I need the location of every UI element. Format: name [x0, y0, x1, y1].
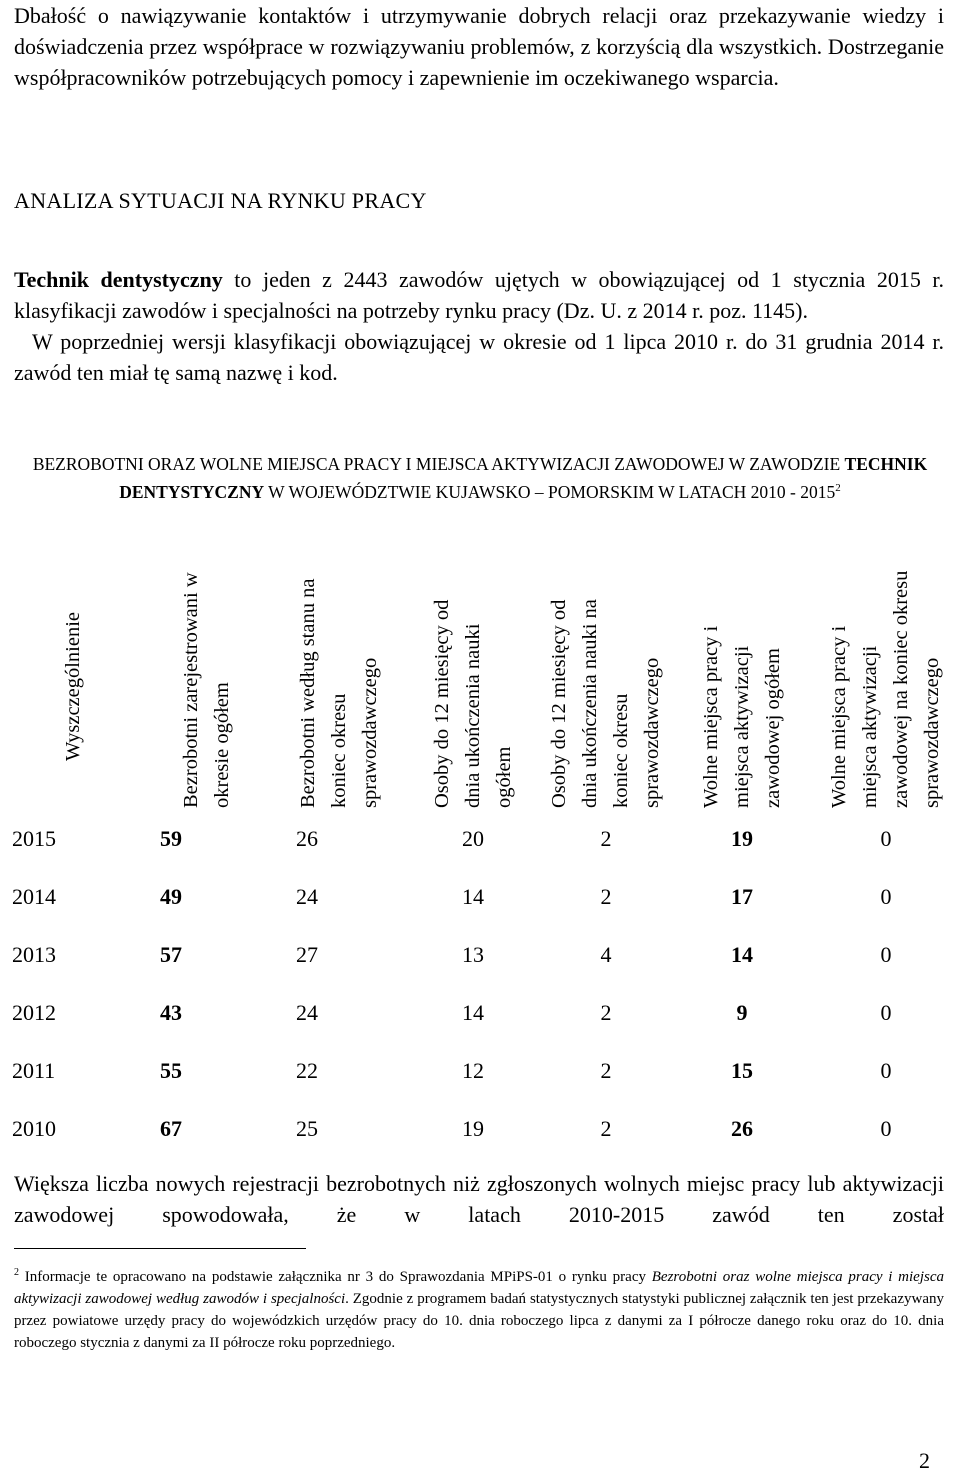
table-cell: 20 [462, 826, 484, 851]
table-title-part-1: BEZROBOTNI ORAZ WOLNE MIEJSCA PRACY I MIEJSCA AKTYWIZACJI ZAWODOWEJ W ZAWODZIE [32, 454, 845, 474]
column-header: Bezrobotni według stanu na koniec okresu sprawozdawczego [296, 578, 381, 808]
table-title-part-2: W WOJEWÓDZTWIE KUJAWSKO – POMORSKIM W LATACH 2010 - 2015 [264, 481, 836, 502]
table-row [4, 1100, 960, 1158]
table-cell: 13 [462, 942, 484, 967]
table-cell: 57 [160, 942, 182, 967]
table-row [4, 926, 960, 984]
table-cell: 0 [880, 1058, 892, 1083]
table-cell: 14 [462, 1000, 484, 1025]
table-cell: 25 [296, 1116, 318, 1141]
column-header: Wyszczególnienie [61, 611, 84, 761]
table-title [20, 452, 940, 504]
table-cell: 2 [600, 1000, 612, 1025]
table-cell: 17 [731, 884, 753, 909]
footnote-number: 2 [14, 1267, 19, 1278]
description-paragraph-1 [14, 264, 944, 326]
table-cell: 2010 [12, 1116, 56, 1141]
table-cell: 24 [296, 1000, 318, 1025]
table-cell: 2014 [12, 884, 56, 909]
table-cell: 2 [600, 884, 612, 909]
footnote-text-2: . Zgodnie z programem badań statystycznych statystyki publicznej załącznik ten jest przekazywany przez powiatowe urzędy pracy do wojewódzkich urzędów pracy do 10. dnia roboczego lipca z danymi za I półrocze danego roku oraz do 10. dnia roboczego stycznia z danymi za II półrocze roku poprzedniego. [14, 1291, 944, 1351]
intro-paragraph: Dbałość o nawiązywanie kontaktów i utrzymywanie dobrych relacji oraz przekazywanie wiedzy i doświadczenia przez współprace w rozwiązywaniu problemów, z korzyścią dla wszystkich. Dostrzeganie współpracowników potrzebujących pomocy i zapewnienie im oczekiwanego wsparcia. [14, 3, 944, 90]
table-row [4, 810, 960, 868]
table-cell: 14 [462, 884, 484, 909]
footnote-report-title: Bezrobotni oraz wolne miejsca pracy i miejsca aktywizacji zawodowej według zawodów i specjalności [14, 1269, 944, 1307]
description-text-1: to jeden z 2443 zawodów ujętych w obowiązującej od 1 stycznia 2015 r. klasyfikacji zawodów i specjalności na potrzeby rynku pracy (Dz. U. z 2014 r. poz. 1145). [14, 267, 944, 323]
table-cell: 2 [600, 1058, 612, 1083]
table-cell: 9 [736, 1000, 748, 1025]
table-cell: 0 [880, 942, 892, 967]
footnote-ref: 2 [835, 482, 841, 494]
table-row [4, 984, 960, 1042]
table-title-occupation: TECHNIK DENTYSTYCZNY [119, 454, 928, 502]
footnote [14, 1262, 944, 1354]
summary-paragraph: Większa liczba nowych rejestracji bezrobotnych niż zgłoszonych wolnych miejsc pracy lub aktywizacji zawodowej spowodowała, że w latach 2010-2015 zawód ten został [14, 1171, 944, 1227]
table-cell: 14 [731, 942, 753, 967]
table-cell: 19 [462, 1116, 484, 1141]
table-cell: 49 [160, 884, 182, 909]
table-cell: 2013 [12, 942, 56, 967]
table-cell: 4 [600, 942, 612, 967]
table-cell: 43 [160, 1000, 182, 1025]
table-cell: 59 [160, 826, 182, 851]
table-cell: 2 [600, 826, 612, 851]
table-row [4, 1042, 960, 1100]
table-cell: 26 [296, 826, 318, 851]
statistics-table [4, 562, 960, 1158]
page-number: 2 [919, 1448, 930, 1473]
table-cell: 55 [160, 1058, 182, 1083]
table-cell: 12 [462, 1058, 484, 1083]
column-header: Bezrobotni zarejestrowani w okresie ogółem [180, 572, 233, 808]
description-paragraph-2: W poprzedniej wersji klasyfikacji obowiązującej w okresie od 1 lipca 2010 r. do 31 grudnia 2014 r. zawód ten miał tę samą nazwę i kod. [14, 329, 944, 385]
column-header: Osoby do 12 miesięcy od dnia ukończenia nauki na koniec okresu sprawozdawczego [548, 599, 663, 808]
column-header: Wolne miejsca pracy i miejsca aktywizacji zawodowej na koniec okresu sprawozdawczego [828, 570, 943, 808]
section-heading: ANALIZA SYTUACJI NA RYNKU PRACY [14, 188, 427, 213]
occupation-description [14, 264, 944, 388]
table-cell: 2011 [12, 1058, 56, 1083]
footnote-divider [14, 1248, 306, 1249]
table-cell: 22 [296, 1058, 318, 1083]
table-cell: 15 [731, 1058, 753, 1083]
table-row [4, 868, 960, 926]
table-cell: 2015 [12, 826, 56, 851]
occupation-name: Technik dentystyczny [14, 267, 223, 292]
table-cell: 26 [731, 1116, 753, 1141]
column-header: Wolne miejsca pracy i miejsca aktywizacji zawodowej ogółem [699, 625, 784, 808]
table-cell: 0 [880, 1116, 892, 1141]
footnote-text-1: Informacje te opracowano na podstawie załącznika nr 3 do Sprawozdania MPiPS-01 o rynku pracy [19, 1269, 652, 1285]
column-header: Osoby do 12 miesięcy od dnia ukończenia nauki ogółem [430, 599, 515, 808]
table-cell: 24 [296, 884, 318, 909]
table-cell: 0 [880, 826, 892, 851]
table-cell: 2 [600, 1116, 612, 1141]
table-header-row [4, 562, 960, 810]
table-cell: 19 [731, 826, 753, 851]
table-cell: 27 [296, 942, 318, 967]
table-cell: 0 [880, 884, 892, 909]
table-cell: 67 [160, 1116, 182, 1141]
table-cell: 2012 [12, 1000, 56, 1025]
table-cell: 0 [880, 1000, 892, 1025]
